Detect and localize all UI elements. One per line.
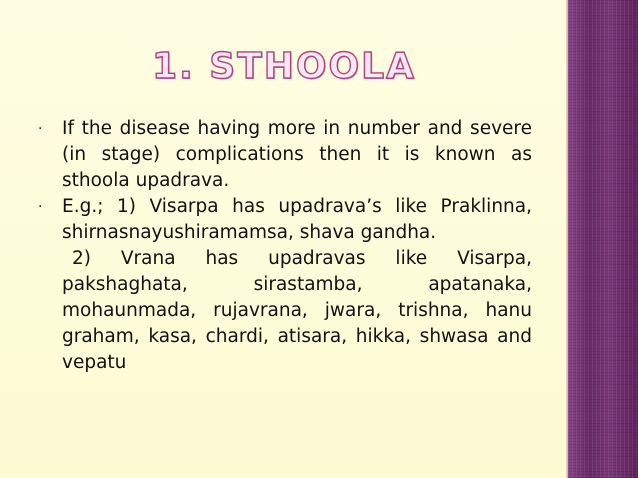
bullet-icon: ·	[38, 199, 43, 215]
bullet-point-2	[38, 194, 532, 246]
decorative-side-band	[568, 0, 638, 478]
bullet-point-1	[38, 116, 532, 194]
bullet-text-1: If the disease having more in number and severe (in stage) complications then it is known as sthoola upadrava.	[62, 118, 532, 191]
bullet-icon: ·	[38, 121, 43, 137]
bullet-text-2: E.g.; 1) Visarpa has upadrava’s like Praklinna, shirnasnayushiramamsa, shava gandha.	[62, 196, 532, 243]
slide-title: 1. STHOOLA	[152, 46, 416, 87]
continuation-text: 2) Vrana has upadravas like Visarpa, pakshaghata, sirastamba, apatanaka, mohaunmada, rujavrana, jwara, trishna, hanu graham, kasa, chardi, atisara, hikka, shwasa and vepatu	[62, 248, 532, 373]
slide-content	[38, 116, 532, 376]
continuation-paragraph	[38, 246, 532, 376]
